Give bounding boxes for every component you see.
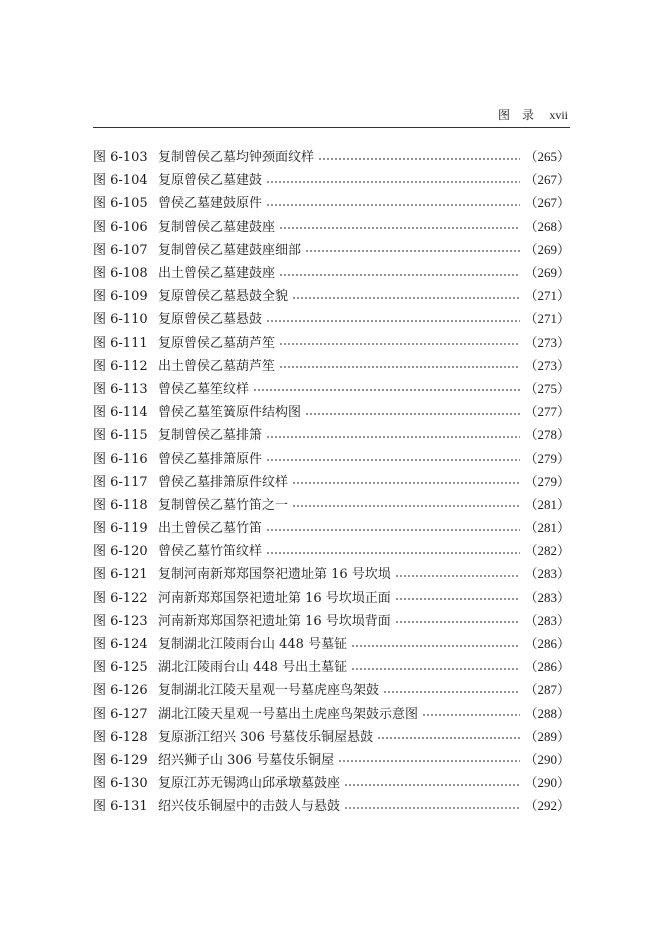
dot-leader (305, 413, 520, 415)
page-reference: （286） (524, 659, 570, 675)
figure-title: 曾侯乙墓排箫原件纹样 (158, 474, 289, 490)
figure-entry[interactable] (93, 677, 570, 700)
page-reference: （267） (524, 195, 570, 211)
dot-leader (292, 297, 520, 299)
figure-entry[interactable] (93, 422, 570, 445)
dot-leader (377, 737, 520, 739)
figure-number: 图 6-113 (93, 381, 148, 397)
figure-entry[interactable] (93, 399, 570, 422)
dot-leader (395, 598, 521, 600)
figure-number: 图 6-115 (93, 428, 148, 444)
figure-number: 图 6-105 (93, 196, 148, 212)
dot-leader (279, 274, 520, 276)
figure-entry[interactable] (93, 330, 570, 353)
figure-entry[interactable] (93, 747, 570, 770)
dot-leader (266, 459, 520, 461)
figure-number: 图 6-116 (93, 451, 148, 467)
figure-title: 绍兴伎乐铜屋中的击鼓人与悬鼓 (158, 799, 341, 815)
figure-title: 曾侯乙墓笙纹样 (158, 381, 250, 397)
page-reference: （282） (524, 543, 570, 559)
figure-number: 图 6-111 (93, 335, 148, 351)
figure-number: 图 6-121 (93, 567, 148, 583)
figure-title: 河南新郑郑国祭祀遗址第 16 号坎埙背面 (158, 613, 391, 629)
page-reference: （269） (524, 265, 570, 281)
page-reference: （273） (524, 334, 570, 350)
figure-entry[interactable] (93, 306, 570, 329)
page-reference: （275） (524, 380, 570, 396)
dot-leader (318, 158, 520, 160)
figure-number: 图 6-126 (93, 683, 148, 699)
dot-leader (383, 691, 520, 693)
figure-number: 图 6-129 (93, 752, 148, 768)
figure-title: 湖北江陵天星观一号墓出土虎座鸟架鼓示意图 (158, 706, 419, 722)
figure-title: 复原曾侯乙墓建鼓 (158, 173, 263, 189)
figure-number: 图 6-123 (93, 613, 148, 629)
figure-entry[interactable] (93, 492, 570, 515)
dot-leader (344, 784, 520, 786)
figure-number: 图 6-103 (93, 150, 148, 166)
figure-entry[interactable] (93, 631, 570, 654)
dot-leader (305, 250, 520, 252)
figure-entry[interactable] (93, 608, 570, 631)
figure-entry[interactable] (93, 260, 570, 283)
page-reference: （283） (524, 566, 570, 582)
figure-entry[interactable] (93, 214, 570, 237)
page-reference: （286） (524, 636, 570, 652)
dot-leader (422, 714, 520, 716)
figure-number: 图 6-108 (93, 266, 148, 282)
figure-entry[interactable] (93, 770, 570, 793)
figure-title: 出土曾侯乙墓建鼓座 (158, 266, 276, 282)
figure-title: 湖北江陵雨台山 448 号出土墓钲 (158, 660, 348, 676)
running-header (93, 106, 570, 128)
figure-title: 复原浙江绍兴 306 号墓伎乐铜屋悬鼓 (158, 729, 374, 745)
page-reference: （271） (524, 288, 570, 304)
figure-title: 绍兴狮子山 306 号墓伎乐铜屋 (158, 752, 335, 768)
figure-title: 复制曾侯乙墓建鼓座细部 (158, 242, 302, 258)
figure-title: 河南新郑郑国祭祀遗址第 16 号坎埙正面 (158, 590, 391, 606)
page-reference: （278） (524, 427, 570, 443)
page-reference: （269） (524, 241, 570, 257)
dot-leader (395, 621, 521, 623)
page-reference: （267） (524, 172, 570, 188)
dot-leader (344, 807, 520, 809)
figure-title: 复制曾侯乙墓竹笛之一 (158, 497, 289, 513)
figure-entry[interactable] (93, 144, 570, 167)
dot-leader (338, 760, 520, 762)
figure-title: 曾侯乙墓排箫原件 (158, 451, 263, 467)
figure-number: 图 6-112 (93, 358, 148, 374)
figure-number: 图 6-119 (93, 521, 148, 537)
page-reference: （281） (524, 520, 570, 536)
figure-title: 复原曾侯乙墓悬鼓 (158, 312, 263, 328)
figure-title: 曾侯乙墓建鼓原件 (158, 196, 263, 212)
dot-leader (279, 343, 520, 345)
figure-entry[interactable] (93, 445, 570, 468)
page-reference: （283） (524, 612, 570, 628)
page-reference: （281） (524, 496, 570, 512)
figure-entry[interactable] (93, 701, 570, 724)
dot-leader (266, 529, 520, 531)
figure-number: 图 6-118 (93, 497, 148, 513)
figure-number: 图 6-130 (93, 776, 148, 792)
dot-leader (253, 389, 520, 391)
dot-leader (266, 204, 520, 206)
page-reference: （271） (524, 311, 570, 327)
figure-title: 曾侯乙墓竹笛纹样 (158, 544, 263, 560)
dot-leader (266, 181, 520, 183)
figure-title: 复原曾侯乙墓葫芦笙 (158, 335, 276, 351)
page-reference: （279） (524, 450, 570, 466)
figure-entry[interactable] (93, 515, 570, 538)
dot-leader (292, 482, 520, 484)
figure-number: 图 6-107 (93, 242, 148, 258)
figure-title: 出土曾侯乙墓竹笛 (158, 521, 263, 537)
header-page-number: xvii (549, 108, 568, 122)
dot-leader (395, 575, 521, 577)
dot-leader (266, 320, 520, 322)
figure-number: 图 6-131 (93, 799, 148, 815)
figure-number: 图 6-109 (93, 289, 148, 305)
page-reference: （289） (524, 728, 570, 744)
page-reference: （277） (524, 404, 570, 420)
figure-title: 曾侯乙墓笙簧原件结构图 (158, 405, 302, 421)
figure-title: 复制河南新郑郑国祭祀遗址第 16 号坎埙 (158, 567, 391, 583)
page-reference: （283） (524, 589, 570, 605)
header-section-title: 图 录 (498, 108, 535, 122)
page-reference: （265） (524, 149, 570, 165)
figure-title: 复原曾侯乙墓悬鼓全貌 (158, 289, 289, 305)
page-reference: （279） (524, 473, 570, 489)
figure-number: 图 6-120 (93, 544, 148, 560)
figure-number: 图 6-117 (93, 474, 148, 490)
figure-entry[interactable] (93, 237, 570, 260)
figure-entry[interactable] (93, 538, 570, 561)
figure-title: 复原江苏无锡鸿山邱承墩墓鼓座 (158, 776, 341, 792)
figure-entry[interactable] (93, 376, 570, 399)
figure-entry[interactable] (93, 654, 570, 677)
dot-leader (279, 227, 520, 229)
page-reference: （290） (524, 775, 570, 791)
figure-entry[interactable] (93, 167, 570, 190)
figure-entry[interactable] (93, 190, 570, 213)
figure-title: 出土曾侯乙墓葫芦笙 (158, 358, 276, 374)
figure-number: 图 6-114 (93, 405, 148, 421)
figure-number: 图 6-104 (93, 173, 148, 189)
dot-leader (279, 366, 520, 368)
dot-leader (266, 552, 520, 554)
figure-entry[interactable] (93, 793, 570, 816)
figure-number: 图 6-124 (93, 637, 148, 653)
figure-number: 图 6-128 (93, 729, 148, 745)
figure-entry[interactable] (93, 469, 570, 492)
figure-entry[interactable] (93, 561, 570, 584)
page-reference: （287） (524, 682, 570, 698)
header-text (498, 106, 568, 124)
dot-leader (351, 668, 520, 670)
page-reference: （268） (524, 218, 570, 234)
page-reference: （290） (524, 751, 570, 767)
dot-leader (266, 436, 520, 438)
figure-title: 复制曾侯乙墓排箫 (158, 428, 263, 444)
figure-number: 图 6-122 (93, 590, 148, 606)
figure-number: 图 6-125 (93, 660, 148, 676)
page-reference: （288） (524, 705, 570, 721)
figure-title: 复制曾侯乙墓建鼓座 (158, 219, 276, 235)
figure-entry[interactable] (93, 353, 570, 376)
figure-number: 图 6-110 (93, 312, 148, 328)
figure-title: 复制曾侯乙墓均钟颈面纹样 (158, 150, 315, 166)
figure-entry[interactable] (93, 585, 570, 608)
figure-title: 复制湖北江陵雨台山 448 号墓钲 (158, 637, 348, 653)
dot-leader (292, 505, 520, 507)
figure-entry[interactable] (93, 724, 570, 747)
figure-number: 图 6-127 (93, 706, 148, 722)
figure-entry[interactable] (93, 283, 570, 306)
figure-title: 复制湖北江陵天星观一号墓虎座鸟架鼓 (158, 683, 380, 699)
page-reference: （273） (524, 357, 570, 373)
figure-number: 图 6-106 (93, 219, 148, 235)
page-reference: （292） (524, 798, 570, 814)
figure-list (93, 144, 570, 816)
dot-leader (351, 645, 520, 647)
